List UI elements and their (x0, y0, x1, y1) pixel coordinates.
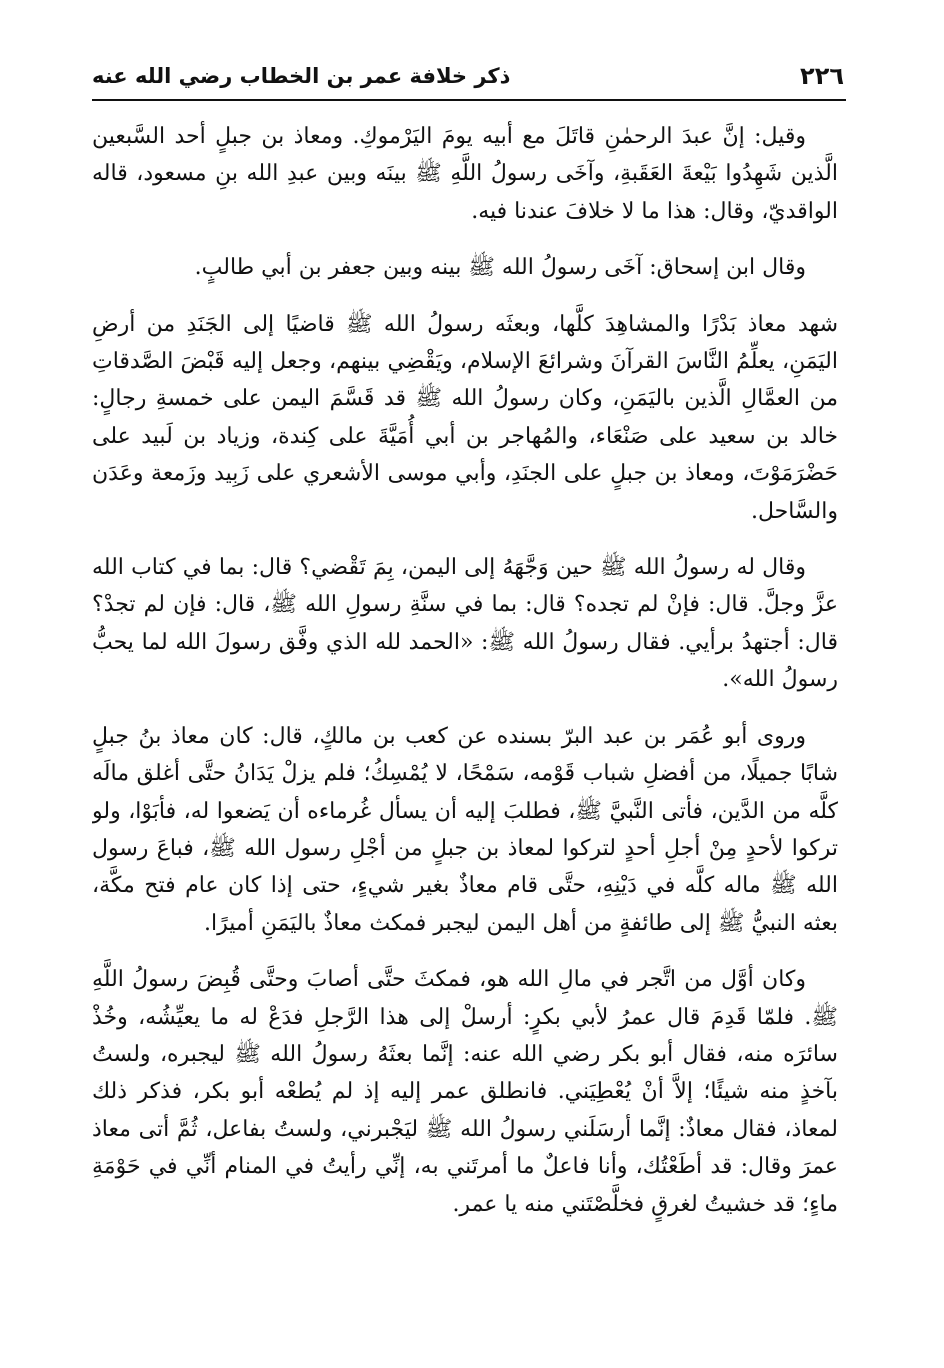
page-number: ٢٢٦ (800, 62, 844, 90)
paragraph-2: وقال ابن إسحاق: آخَى رسولُ الله ﷺ بينه وبين جعفر بن أبي طالبٍ. (194, 255, 806, 281)
body-text (92, 118, 838, 1350)
paragraph-4: وقال له رسولُ الله ﷺ حين وَجَّهَهُ إلى اليمن، بِمَ تَقْضي؟ قال: بما في كتاب الله عزَّ وجلَّ. قال: فإنْ لم تجده؟ قال: بما في سنَّةِ رسولِ الله ﷺ، قال: فإن لم تجدْ؟ قال: أجتهدُ برأيي. فقال رسولُ الله ﷺ: «الحمد لله الذي وفَّق رسولَ الله لما يحبُّ رسولُ الله». (92, 555, 838, 693)
running-header (92, 56, 844, 96)
running-title: ذكر خلافة عمر بن الخطاب رضي الله عنه (92, 64, 511, 88)
paragraph-6: وكان أوَّل من اتَّجر في مالِ الله هو، فمكثَ حتَّى أصابَ وحتَّى قُبِضَ رسولُ اللَّهِ ﷺ. فلمّا قَدِمَ قال عمرُ لأبي بكرٍ: أرسلْ إلى هذا الرَّجلِ فدَعْ له ما يعيِّشُه، وخُذْ سائرَه منه، فقال أبو بكر رضي الله عنه: إنَّما بعثَهُ رسولُ الله ﷺ ليجبره، ولستُ بآخذٍ منه شيئًا؛ إلاَّ أنْ يُعْطِيَني. فانطلق عمر إليه إذ لم يُطعْه أبو بكر، فذكر ذلك لمعاذ، فقال معاذٌ: إنَّما أرسَلَني رسولُ الله ﷺ ليَجْبرني، ولستُ بفاعل، ثُمَّ أتى معاذ عمرَ وقال: قد أطَعْتُك، وأنا فاعلٌ ما أمرتَني به، إنِّي رأيتُ في المنام أنِّي في حَوْمَةِ ماءٍ؛ قد خشيتُ لغرقٍ فخلَّصْتَني منه يا عمر. (92, 967, 838, 1217)
paragraph-1: وقيل: إنَّ عبدَ الرحمٰنِ قاتَلَ مع أبيه يومَ اليَرْموكِ. ومعاذ بن جبلٍ أحد السَّبعين الَّذين شَهِدُوا بَيْعةَ العَقَبةِ، وآخَى رسولُ اللَّهِ ﷺ بينَه وبين عبدِ الله بنِ مسعود، قاله الواقديّ، وقال: هذا ما لا خلافَ عندنا فيه. (92, 124, 838, 224)
paragraph-3: شهد معاذ بَدْرًا والمشاهِدَ كلَّها، وبعثَه رسولُ الله ﷺ قاضيًا إلى الجَنَدِ من أرضِ اليَمَنِ، يعلِّمُ النَّاسَ القرآنَ وشرائعَ الإسلام، ويَقْضِي بينهم، وجعل إليه قَبْضَ الصَّدقاتِ من العمَّالِ الَّذين باليَمَنِ، وكان رسولُ الله ﷺ قد قَسَّمَ اليمن على خمسةِ رجالٍ: خالد بن سعيد على صَنْعَاء، والمُهاجر بن أبي أُمَيَّةَ على كِندة، وزياد بن لَبيد على حَضْرَمَوْتَ، ومعاذ بن جبلٍ على الجنَدِ، وأبي موسى الأشعري على زَبِيد وزَمعة وعَدَن والسَّاحل. (92, 311, 838, 524)
paragraph-5: وروى أبو عُمَر بن عبد البرّ بسنده عن كعب بن مالكٍ، قال: كان معاذ بنُ جبلٍ شابًا جميلًا، من أفضلِ شباب قَوْمه، سَمْحًا، لا يُمْسِكُ؛ فلم يزلْ يَدَانُ حتَّى أغلق مالَه كلَّه من الدَّين، فأتى النَّبيَّ ﷺ، فطلبَ إليه أن يسأل غُرماءه أن يَضعوا له، فأبَوْا، ولو تركوا لأحدٍ مِنْ أجلِ أحدٍ لتركوا لمعاذ بن جبلٍ من أجْلِ رسول الله ﷺ، فباعَ رسول الله ﷺ ماله كلَّه في دَيْنِهِ، حتَّى قام معاذٌ بغير شيءٍ، حتى إذا كان عام فتح مكَّة، بعثه النبيُّ ﷺ إلى طائفةٍ من أهل اليمن ليجبر فمكث معاذٌ باليَمَنِ أميرًا. (92, 723, 838, 936)
header-rule (92, 99, 846, 101)
